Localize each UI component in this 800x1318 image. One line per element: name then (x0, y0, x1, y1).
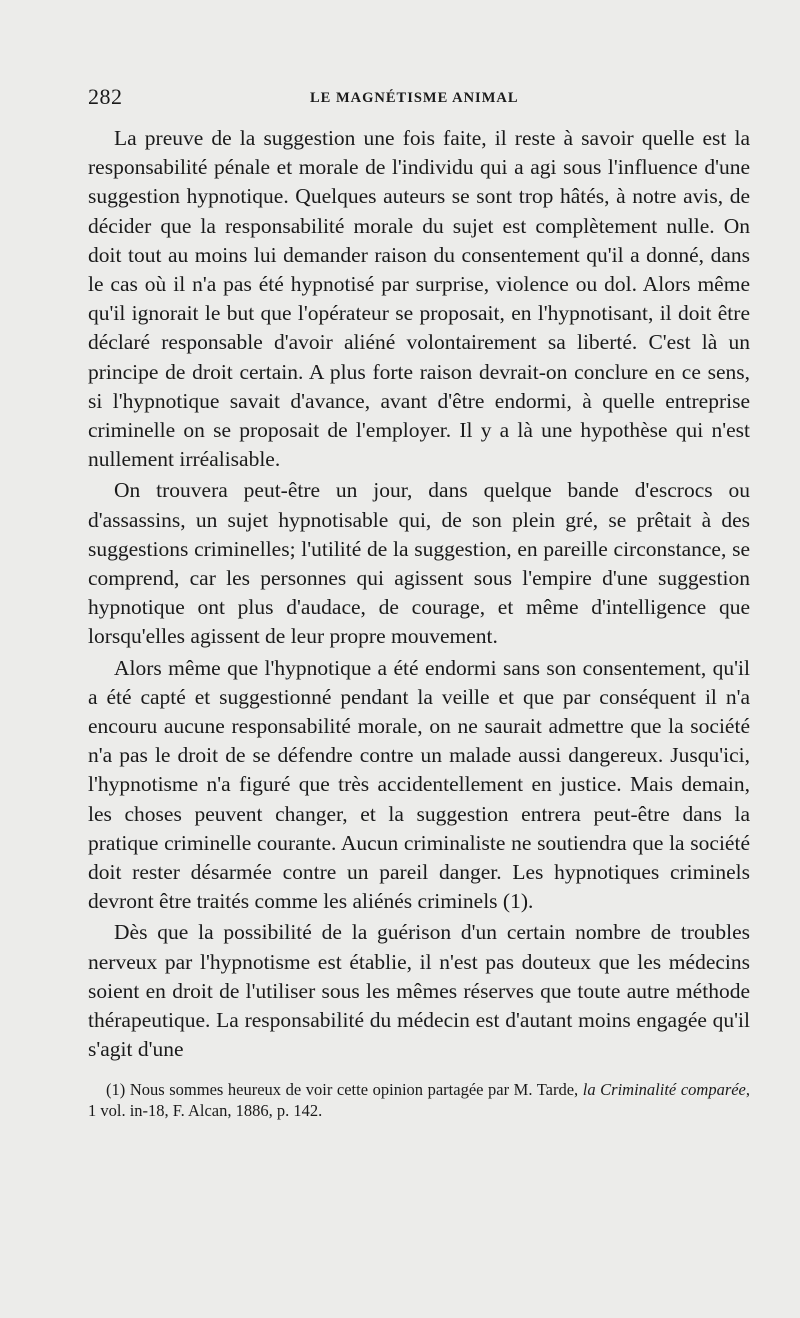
running-title: LE MAGNÉTISME ANIMAL (310, 90, 519, 106)
page-header (88, 84, 750, 114)
paragraph: Dès que la possibilité de la guérison d'un certain nombre de troubles nerveux par l'hypnotisme est établie, il n'est pas douteux que les médecins soient en droit de l'utiliser sous les mêmes réserves que toute autre méthode thérapeutique. La responsabilité du médecin est d'autant moins engagée qu'il s'agit d'une (88, 920, 750, 1062)
paragraph: On trouvera peut-être un jour, dans quelque bande d'escrocs ou d'assassins, un sujet hypnotisable qui, de son plein gré, se prêtait à des suggestions criminelles; l'utilité de la suggestion, en pareille circonstance, se comprend, car les personnes qui agissent sous l'empire d'une suggestion hypnotique ont plus d'audace, de courage, et même d'intelligence que lorsqu'elles agissent de leur propre mouvement. (88, 478, 750, 649)
footnote-marker: (1) (106, 1079, 126, 1099)
footnote (88, 1079, 750, 1121)
body-text (88, 124, 750, 1065)
paragraph: Alors même que l'hypnotique a été endormi sans son consentement, qu'il a été capté et suggestionné pendant la veille et que par conséquent il n'a encouru aucune responsabilité morale, on ne saurait admettre que la société n'a pas le droit de se défendre contre un malade aussi dangereux. Jusqu'ici, l'hypnotisme n'a figuré que très accidentellement en justice. Mais demain, les choses peuvent changer, et la suggestion entrera peut-être dans la pratique criminelle courante. Aucun criminaliste ne soutiendra que la société doit rester désarmée contre un pareil danger. Les hypnotiques criminels devront être traités comme les aliénés criminels (1). (88, 655, 750, 914)
footnote-citation: , 1 vol. in-18, F. Alcan, 1886, p. 142. (88, 1079, 751, 1120)
footnote-text: Nous sommes heureux de voir cette opinion partagée par M. Tarde, (129, 1079, 579, 1099)
paragraph: La preuve de la suggestion une fois faite, il reste à savoir quelle est la responsabilité pénale et morale de l'individu qui a agi sous l'influence d'une suggestion hypnotique. Quelques auteurs se sont trop hâtés, à notre avis, de décider que la responsabilité morale du sujet est complètement nulle. On doit tout au moins lui demander raison du consentement qu'il a donné, dans le cas où il n'a pas été hypnotisé par surprise, violence ou dol. Alors même qu'il ignorait le but que l'opérateur se proposait, en l'hypnotisant, il doit être déclaré responsable d'avoir aliéné volontairement sa liberté. C'est là un principe de droit certain. A plus forte raison devrait-on conclure en ce sens, si l'hypnotique savait d'avance, avant d'être endormi, à quelle entreprise criminelle on se proposait de l'employer. Il y a là une hypothèse qui n'est nullement irréalisable. (88, 126, 750, 472)
footnote-work-title: la Criminalité comparée (582, 1079, 746, 1099)
page-number: 282 (88, 84, 123, 109)
footnotes (88, 1079, 750, 1121)
